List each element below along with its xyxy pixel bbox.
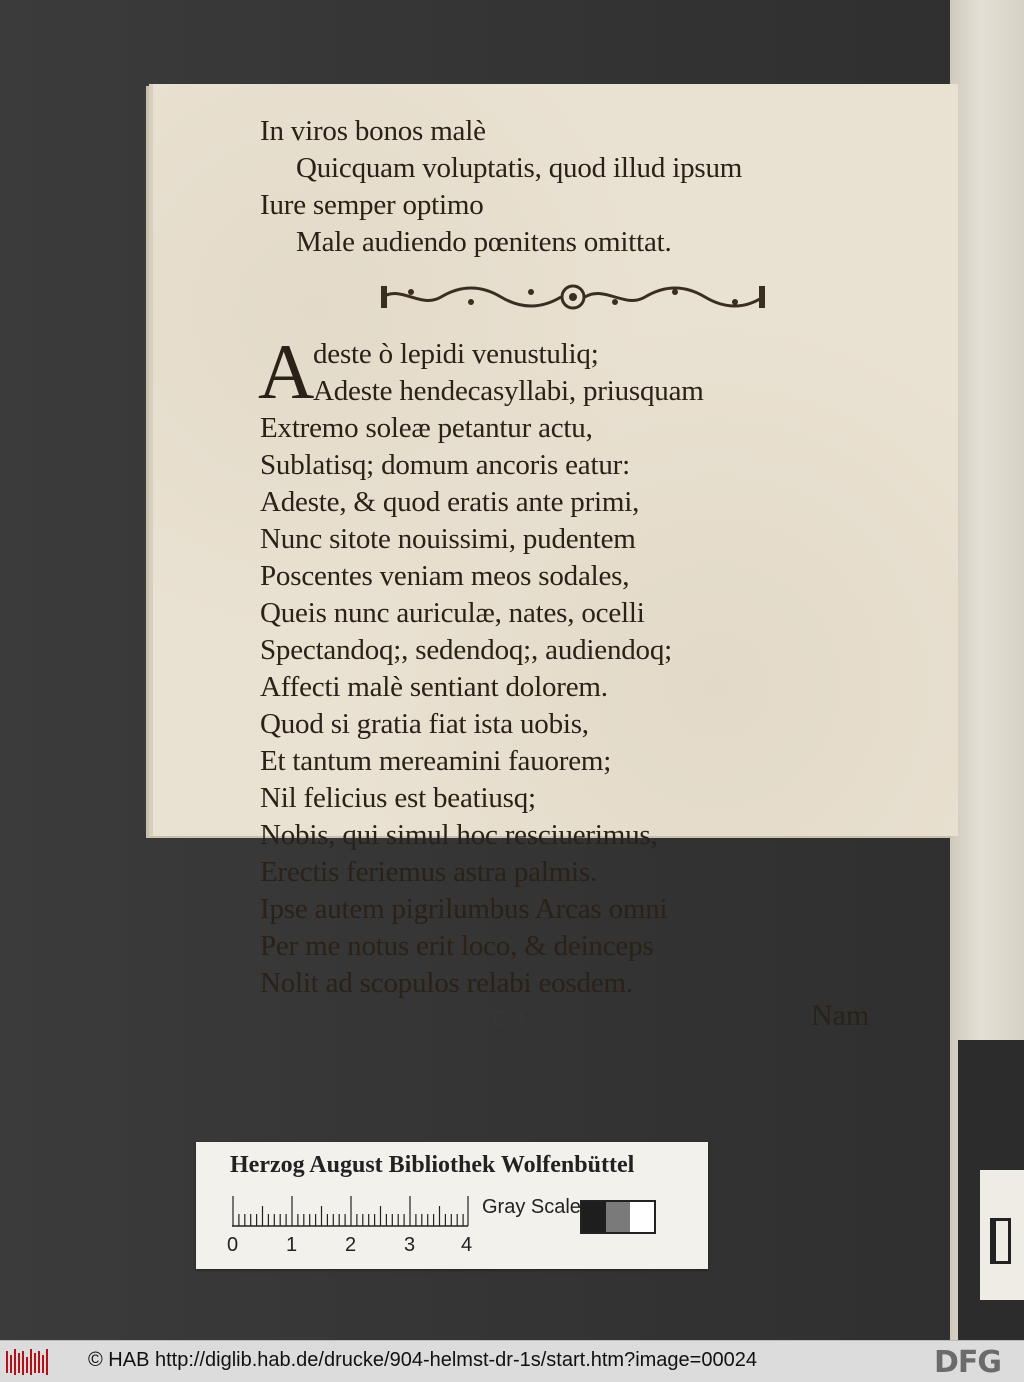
viewer-footer xyxy=(0,1340,1024,1382)
ruler-number: 2 xyxy=(345,1234,357,1256)
reference-scale-card xyxy=(196,1142,708,1269)
ruler-number: 0 xyxy=(227,1234,239,1256)
hab-logo-icon xyxy=(6,1349,48,1375)
drop-cap: A xyxy=(258,328,315,415)
text-line: Adeste hendecasyllabi, priusquam xyxy=(313,375,704,407)
ornament-divider xyxy=(381,283,765,311)
text-line: Ipse autem pigrilumbus Arcas omni xyxy=(260,893,668,925)
page-signature: C 3 xyxy=(493,1006,525,1031)
gray-scale-swatches xyxy=(580,1200,656,1234)
catchword: Nam xyxy=(811,999,870,1032)
swatch-white xyxy=(630,1202,654,1232)
text-line: Spectandoq;, sedendoq;, audiendoq; xyxy=(260,634,673,666)
ruler-number: 1 xyxy=(286,1234,298,1256)
ruler-number: 3 xyxy=(404,1234,416,1256)
text-line: Nobis, qui simul hoc resciuerimus, xyxy=(260,819,658,851)
ruler-number: 4 xyxy=(461,1234,473,1256)
text-line: Queis nunc auriculæ, nates, ocelli xyxy=(260,597,645,629)
text-line: Nunc sitote nouissimi, pudentem xyxy=(260,523,636,555)
swatch-gray xyxy=(606,1202,630,1232)
text-line: Sublatisq; domum ancoris eatur: xyxy=(260,449,630,481)
book-page xyxy=(153,84,958,1032)
swatch-black xyxy=(582,1202,606,1232)
text-line: deste ò lepidi venustuliq; xyxy=(313,338,599,370)
copyright-link[interactable]: © HAB http://diglib.hab.de/drucke/904-helmst-dr-1s/start.htm?image=00024 xyxy=(88,1349,757,1371)
library-name: Herzog August Bibliothek Wolfenbüttel xyxy=(230,1152,635,1178)
text-line: Quod si gratia fiat ista uobis, xyxy=(260,708,589,740)
dfg-logo: DFG xyxy=(934,1345,1002,1380)
text-line: Quicquam voluptatis, quod illud ipsum xyxy=(296,152,743,184)
text-line: Extremo soleæ petantur actu, xyxy=(260,412,593,444)
text-line: Affecti malè sentiant dolorem. xyxy=(260,671,608,703)
text-line: Per me notus erit loco, & deinceps xyxy=(260,930,654,962)
text-line: Nolit ad scopulos relabi eosdem. xyxy=(260,967,633,999)
gray-scale-label: Gray Scale xyxy=(482,1196,581,1218)
text-line: Erectis feriemus astra palmis. xyxy=(260,856,598,888)
text-line: Adeste, & quod eratis ante primi, xyxy=(260,486,640,518)
text-line: Male audiendo pœnitens omittat. xyxy=(296,226,672,258)
text-line: In viros bonos malè xyxy=(260,115,486,147)
text-line: Iure semper optimo xyxy=(260,189,484,221)
text-line: Et tantum mereamini fauorem; xyxy=(260,745,612,777)
text-line: Poscentes veniam meos sodales, xyxy=(260,560,630,592)
ruler xyxy=(232,1192,470,1228)
adjacent-book-label xyxy=(980,1170,1024,1300)
text-line: Nil felicius est beatiusq; xyxy=(260,782,536,814)
